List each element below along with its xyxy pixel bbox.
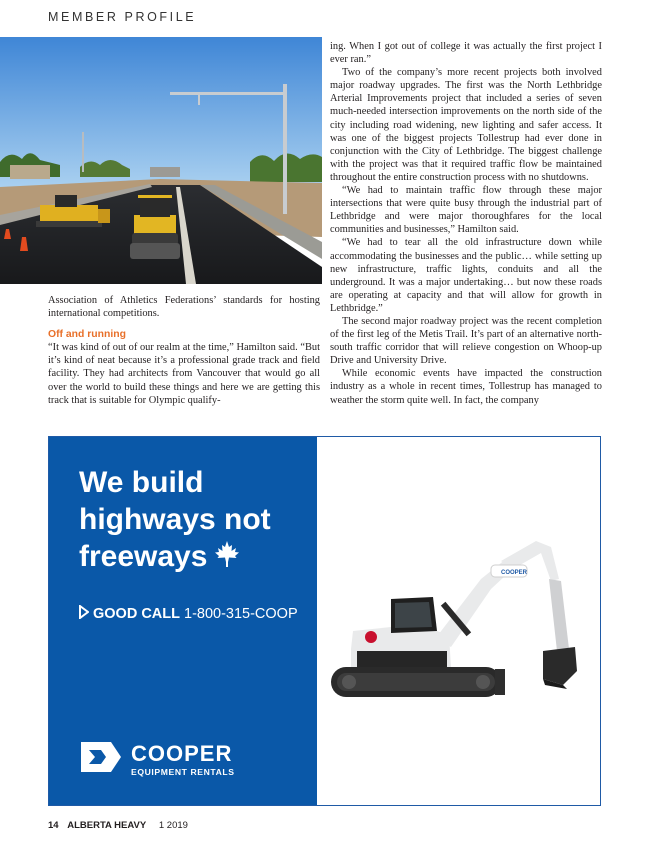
article-photo [0,37,322,284]
call-label: GOOD CALL [93,606,180,622]
body-paragraph: While economic events have impacted the construction industry as a whole in recent times, Tollestrup has managed to weather the storm quite well. In fact, the company [330,368,602,406]
ad-headline-line: We build [79,466,204,499]
issue-number: 1 2019 [158,820,188,831]
right-column [330,40,602,407]
machine-decal: COOPER [501,570,528,576]
body-paragraph: “We had to tear all the old infrastructure down while accommodating the businesses and the public… while setting up new infrastructure, traffic lights, conduits and all the underground. It was a major undertaking… but now these roads are operating at capacity and that will allow for growth in Lethbridge.” [330,237,602,314]
page-footer [48,820,188,831]
ad-headline-line: freeways [79,540,208,573]
body-paragraph: The second major roadway project was the recent completion of the first leg of the Metis Trail. It’s part of an alternative north-south traffic corridor that will relieve congestion on Whoop-up Drive and University Drive. [330,315,602,367]
advertisement[interactable] [48,436,601,806]
ad-blue-panel [49,437,317,805]
cooper-logo [79,740,235,779]
play-arrow-icon [79,605,89,623]
logo-subtitle: EQUIPMENT RENTALS [131,766,235,777]
ad-call-line[interactable] [79,605,298,623]
excavator-image [331,539,593,714]
body-paragraph: ing. When I got out of college it was actually the first project I ever ran.” [330,41,602,66]
phone-number[interactable]: 1-800-315-COOP [184,606,298,622]
subhead: Off and running [48,329,126,341]
logo-name: COOPER [131,740,233,766]
magazine-name: ALBERTA HEAVY [67,820,147,831]
body-paragraph: Two of the company’s more recent projects both involved major roadway upgrades. The first was the North Lethbridge Arterial Improvements project that included a series of seven much-needed intersection improvements on the north side of the city including road widening, new lighting and safer access. It was one of the biggest projects Tollestrup had ever done in conjunction with the City of Lethbridge. The biggest challenge with the project was that it required traffic flow be maintained throughout the entire construction process with no shutdowns. [330,67,602,183]
maple-leaf-icon [213,540,241,577]
cooper-logo-icon [79,740,123,779]
ad-headline [79,464,309,577]
section-label: MEMBER PROFILE [48,10,197,24]
page-number: 14 [48,820,59,831]
body-paragraph: Association of Athletics Federations’ standards for hosting international competitions. [48,295,320,320]
body-paragraph: “We had to maintain traffic flow through these major intersections that were quite busy through the industrial part of Lethbridge and were major thoroughfares for the local communities and businesses,” Hamilton said. [330,185,602,236]
ad-headline-line: highways not [79,503,271,536]
left-column [48,294,320,407]
body-paragraph: “It was kind of out of our realm at the time,” Hamilton said. “But it’s kind of neat because it’s a professional grade track and field facility. They had architects from Vancouver that would go all over the world to build these things and here we are getting this track that is suitable for Olympic qualify- [48,342,320,406]
